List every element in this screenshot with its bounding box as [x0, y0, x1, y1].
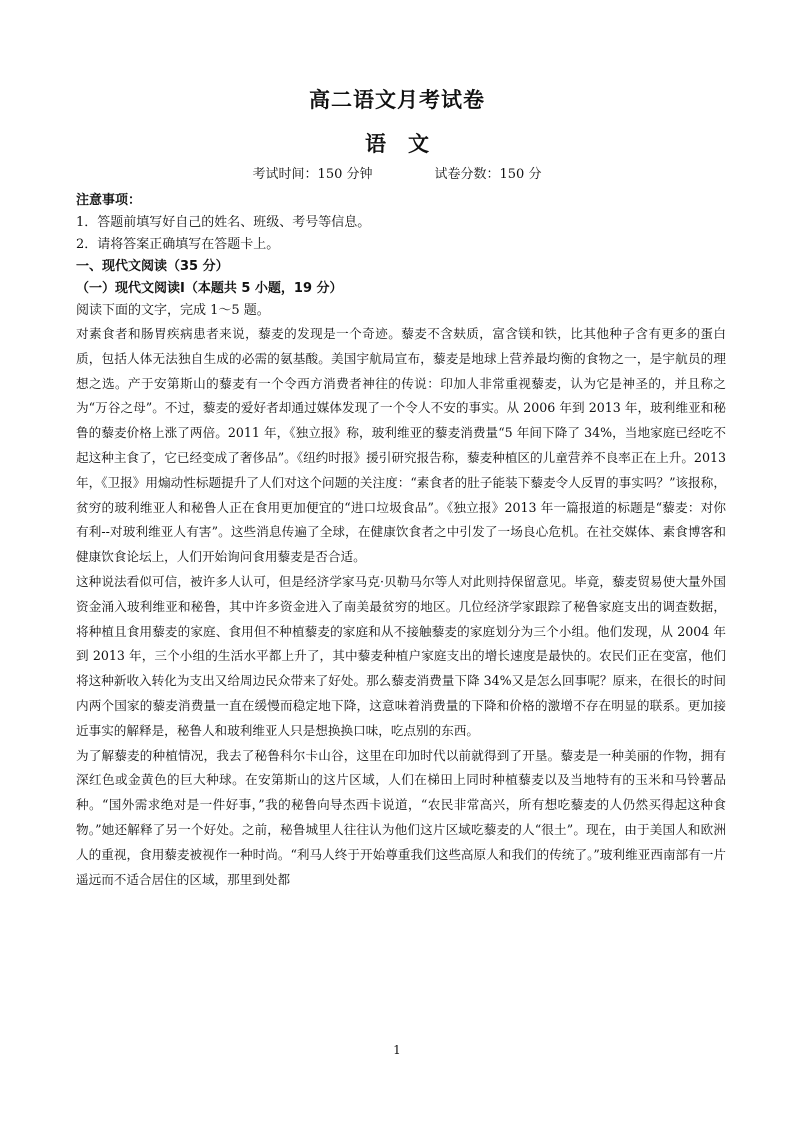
passage-paragraph: 对素食者和肠胃疾病患者来说，藜麦的发现是一个奇迹。藜麦不含麸质，富含镁和铁，比其他种子含有更多的蛋白质，包括人体无法独自生成的必需的氨基酸。美国宇航局宣布，藜麦是地球上营养最均衡的食物之一，是宇航员的理想之选。产于安第斯山的藜麦有一个令西方消费者神往的传说：印加人非常重视藜麦，认为它是神圣的，并且称之为“万谷之母”。不过，藜麦的爱好者却通过媒体发现了一个令人不安的事实。从 2006 年到 2013 年，玻利维亚和秘鲁的藜麦价格上涨了两倍。2011 年，《独立报》称，玻利维亚的藜麦消费量“5 年间下降了 34%，当地家庭已经吃不起这种主食了，它已经变成了奢侈品”。《纽约时报》援引研究报告称，藜麦种植区的儿童营养不良率正在上升。2013 年，《卫报》用煽动性标题提升了人们对这个问题的关注度：“素食者的肚子能装下藜麦令人反胃的事实吗？”该报称，贫穷的玻利维亚人和秘鲁人正在食用更加便宜的“进口垃圾食品”。《独立报》2013 年一篇报道的标题是“藜麦：对你有利--对玻利维亚人有害”。这些消息传遍了全球，在健康饮食者之中引发了一场良心危机。在社交媒体、素食博客和健康饮食论坛上，人们开始询问食用藜麦是否合适。 [76, 326, 726, 565]
exam-score: 试卷分数：150 分 [434, 167, 542, 182]
exam-content [76, 190, 726, 892]
subject-title: 语文 [365, 132, 451, 156]
subsection-heading: （一）现代文阅读Ⅰ（本题共 5 小题，19 分） [76, 281, 343, 296]
exam-title: 高二语文月考试卷 [309, 88, 485, 112]
section-heading: 一、现代文阅读（35 分） [76, 259, 229, 274]
reading-passage [76, 322, 726, 892]
passage-paragraph: 这种说法看似可信，被许多人认可，但是经济学家马克·贝勒马尔等人对此则持保留意见。毕竟，藜麦贸易使大量外国资金涌入玻利维亚和秘鲁，其中许多资金进入了南美最贫穷的地区。几位经济学家跟踪了秘鲁家庭支出的调查数据，将种植且食用藜麦的家庭、食用但不种植藜麦的家庭和从不接触藜麦的家庭划分为三个小组。他们发现，从 2004 年到 2013 年，三个小组的生活水平都上升了，其中藜麦种植户家庭支出的增长速度是最快的。农民们正在变富，他们将这种新收入转化为支出又给周边民众带来了好处。那么藜麦消费量下降 34%又是怎么回事呢？原来，在很长的时间内两个国家的藜麦消费量一直在缓慢而稳定地下降，这意味着消费量的下降和价格的激增不存在明显的联系。更加接近事实的解释是，秘鲁人和玻利维亚人只是想换换口味，吃点别的东西。 [76, 573, 726, 738]
page-number: 1 [393, 1043, 401, 1057]
note-item: 2．请将答案正确填写在答题卡上。 [76, 237, 280, 252]
notes-heading: 注意事项： [76, 193, 142, 208]
note-item: 1．答题前填写好自己的姓名、班级、考号等信息。 [76, 215, 371, 230]
instruction-text: 阅读下面的文字，完成 1～5 题。 [76, 303, 270, 318]
exam-meta [0, 163, 794, 182]
exam-time: 考试时间：150 分钟 [252, 167, 373, 182]
passage-paragraph: 为了解藜麦的种植情况，我去了秘鲁科尔卡山谷，这里在印加时代以前就得到了开垦。藜麦是一种美丽的作物，拥有深红色或金黄色的巨大种球。在安第斯山的这片区域，人们在梯田上同时种植藜麦以及当地特有的玉米和马铃薯品种。“国外需求绝对是一件好事，”我的秘鲁向导杰西卡说道，“农民非常高兴，所有想吃藜麦的人仍然买得起这种食物。”她还解释了另一个好处。之前，秘鲁城里人往往认为他们这片区域吃藜麦的人“很土”。现在，由于美国人和欧洲人的重视，食用藜麦被视作一种时尚。“利马人终于开始尊重我们这些高原人和我们的传统了。”玻利维亚西南部有一片遥远而不适合居住的区域，那里到处都 [76, 747, 726, 887]
